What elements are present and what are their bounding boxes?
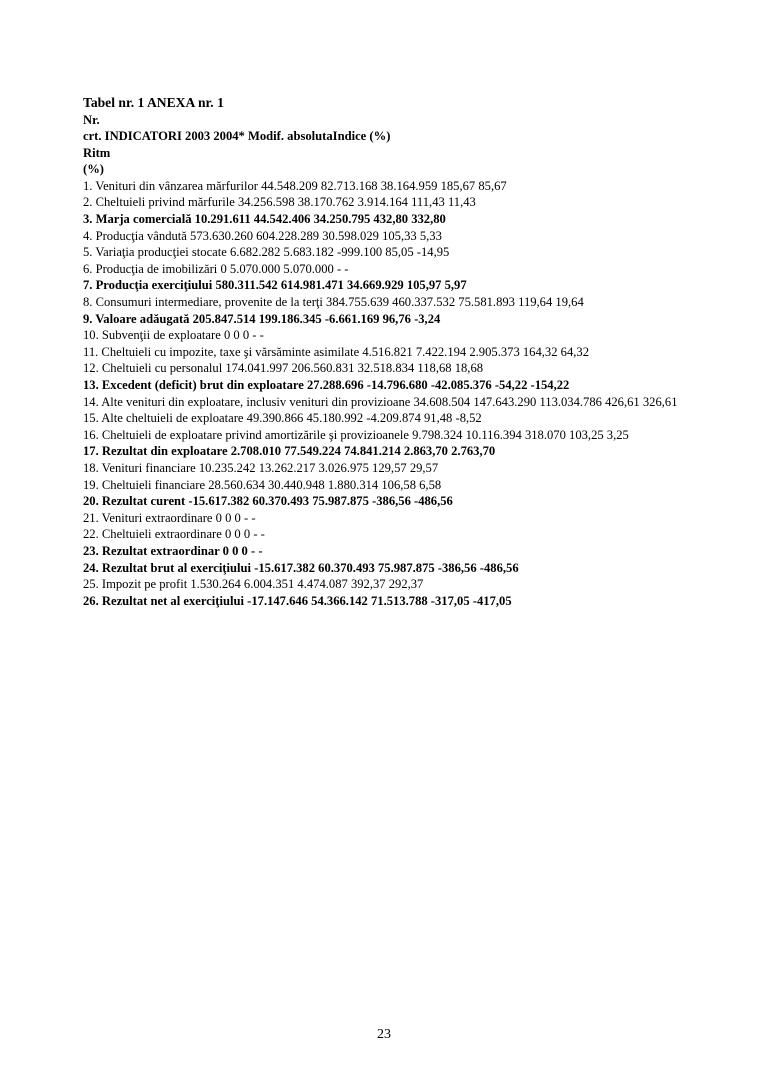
table-text-block	[83, 94, 683, 609]
row-24: 24. Rezultat brut al exerciţiului -15.617.382 60.370.493 75.987.875 -386,56 -486,56	[83, 560, 519, 575]
row-26: 26. Rezultat net al exerciţiului -17.147.646 54.366.142 71.513.788 -317,05 -417,05	[83, 593, 512, 608]
row-20: 20. Rezultat curent -15.617.382 60.370.493 75.987.875 -386,56 -486,56	[83, 494, 453, 509]
header-columns: crt. INDICATORI 2003 2004* Modif. absolutaIndice (%)	[83, 129, 391, 144]
row-9: 9. Valoare adăugată 205.847.514 199.186.345 -6.661.169 96,76 -3,24	[83, 311, 441, 326]
row-2: 2. Cheltuieli privind mărfurile 34.256.598 38.170.762 3.914.164 111,43 11,43	[83, 195, 476, 210]
row-23: 23. Rezultat extraordinar 0 0 0 - -	[83, 543, 263, 558]
row-17: 17. Rezultat din exploatare 2.708.010 77.549.224 74.841.214 2.863,70 2.763,70	[83, 444, 496, 459]
row-16: 16. Cheltuieli de exploatare privind amortizările şi provizioanele 9.798.324 10.116.394 318.070 103,25 3,25	[83, 427, 629, 442]
row-7: 7. Producţia exerciţiului 580.311.542 614.981.471 34.669.929 105,97 5,97	[83, 278, 467, 293]
row-12: 12. Cheltuieli cu personalul 174.041.997 206.560.831 32.518.834 118,68 18,68	[83, 361, 484, 376]
row-15: 15. Alte cheltuieli de exploatare 49.390.866 45.180.992 -4.209.874 91,48 -8,52	[83, 411, 482, 426]
row-14: 14. Alte venituri din exploatare, inclusiv venituri din provizioane 34.608.504 147.643.290 113.034.786 426,61 326,61	[83, 394, 678, 409]
page-number: 23	[377, 1027, 391, 1042]
row-19: 19. Cheltuieli financiare 28.560.634 30.440.948 1.880.314 106,58 6,58	[83, 477, 442, 492]
table-title: Tabel nr. 1 ANEXA nr. 1	[83, 95, 224, 110]
row-21: 21. Venituri extraordinare 0 0 0 - -	[83, 510, 256, 525]
header-ritm: Ritm	[83, 145, 111, 160]
row-4: 4. Producţia vândută 573.630.260 604.228.289 30.598.029 105,33 5,33	[83, 228, 442, 243]
row-3: 3. Marja comercială 10.291.611 44.542.406 34.250.795 432,80 332,80	[83, 212, 446, 227]
row-8: 8. Consumuri intermediare, provenite de la terţi 384.755.639 460.337.532 75.581.893 119,64 19,64	[83, 295, 584, 310]
row-13: 13. Excedent (deficit) brut din exploatare 27.288.696 -14.796.680 -42.085.376 -54,22 -154,22	[83, 378, 570, 392]
row-6: 6. Producţia de imobilizări 0 5.070.000 5.070.000 - -	[83, 261, 349, 276]
header-nr: Nr.	[83, 112, 100, 127]
row-25: 25. Impozit pe profit 1.530.264 6.004.351 4.474.087 392,37 292,37	[83, 577, 424, 592]
row-10: 10. Subvenţii de exploatare 0 0 0 - -	[83, 328, 264, 343]
row-22: 22. Cheltuieli extraordinare 0 0 0 - -	[83, 527, 265, 542]
header-percent: (%)	[83, 162, 104, 177]
row-18: 18. Venituri financiare 10.235.242 13.262.217 3.026.975 129,57 29,57	[83, 460, 439, 475]
row-5: 5. Variaţia producţiei stocate 6.682.282 5.683.182 -999.100 85,05 -14,95	[83, 245, 450, 260]
row-1: 1. Venituri din vânzarea mărfurilor 44.548.209 82.713.168 38.164.959 185,67 85,67	[83, 178, 507, 193]
row-11: 11. Cheltuieli cu impozite, taxe şi vărsăminte asimilate 4.516.821 7.422.194 2.905.373 164,32 64,32	[83, 344, 590, 359]
